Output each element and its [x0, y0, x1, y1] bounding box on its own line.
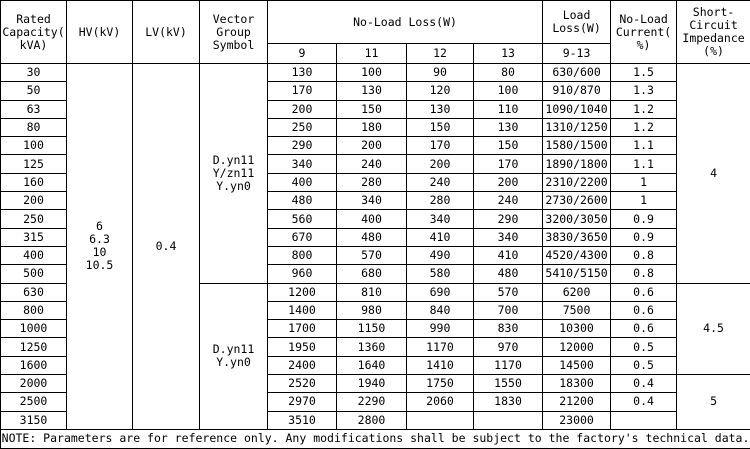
cell-hv: 6 6.3 10 10.5	[67, 64, 133, 430]
footnote: NOTE: Parameters are for reference only. Any modifications shall be subject to the factory's technical data.	[1, 429, 750, 448]
cell-loss-12: 990	[407, 320, 474, 338]
cell-loss-9: 400	[268, 173, 337, 191]
cell-loss-11: 280	[337, 173, 407, 191]
cell-loss-11: 100	[337, 64, 407, 82]
cell-load-loss: 6200	[543, 283, 611, 301]
cell-loss-13: 100	[474, 82, 543, 100]
header-no-load-loss: No-Load Loss(W)	[268, 1, 543, 44]
cell-no-load-current: 0.6	[611, 283, 677, 301]
cell-no-load-current: 0.9	[611, 228, 677, 246]
cell-loss-12	[407, 411, 474, 429]
cell-loss-13: 700	[474, 301, 543, 319]
cell-loss-11: 340	[337, 192, 407, 210]
cell-loss-13: 970	[474, 338, 543, 356]
cell-impedance: 4	[677, 64, 750, 284]
header-hv: HV(kV)	[67, 1, 133, 64]
cell-loss-11: 200	[337, 137, 407, 155]
cell-loss-13: 170	[474, 155, 543, 173]
cell-load-loss: 2730/2600	[543, 192, 611, 210]
cell-loss-11: 130	[337, 82, 407, 100]
cell-loss-11: 400	[337, 210, 407, 228]
cell-load-loss: 1890/1800	[543, 155, 611, 173]
cell-loss-11: 240	[337, 155, 407, 173]
cell-loss-9: 560	[268, 210, 337, 228]
cell-vector-group: D.yn11 Y/zn11 Y.yn0	[200, 64, 268, 284]
cell-no-load-current: 0.5	[611, 338, 677, 356]
cell-capacity: 315	[1, 228, 67, 246]
cell-no-load-current: 0.6	[611, 320, 677, 338]
cell-no-load-current: 0.8	[611, 265, 677, 283]
cell-load-loss: 2310/2200	[543, 173, 611, 191]
cell-loss-9: 2400	[268, 356, 337, 374]
header-lv: LV(kV)	[133, 1, 200, 64]
cell-loss-13: 1550	[474, 375, 543, 393]
cell-load-loss: 630/600	[543, 64, 611, 82]
cell-loss-11: 680	[337, 265, 407, 283]
cell-loss-9: 1200	[268, 283, 337, 301]
subheader-13: 13	[474, 44, 543, 64]
cell-loss-9: 800	[268, 246, 337, 264]
cell-capacity: 1600	[1, 356, 67, 374]
cell-loss-12: 130	[407, 100, 474, 118]
cell-impedance: 4.5	[677, 283, 750, 374]
cell-loss-12: 240	[407, 173, 474, 191]
cell-loss-9: 670	[268, 228, 337, 246]
cell-loss-13: 570	[474, 283, 543, 301]
cell-loss-9: 480	[268, 192, 337, 210]
cell-loss-9: 170	[268, 82, 337, 100]
cell-capacity: 200	[1, 192, 67, 210]
cell-loss-12: 410	[407, 228, 474, 246]
cell-no-load-current: 1.3	[611, 82, 677, 100]
cell-capacity: 250	[1, 210, 67, 228]
cell-loss-9: 200	[268, 100, 337, 118]
cell-loss-12: 580	[407, 265, 474, 283]
cell-load-loss: 5410/5150	[543, 265, 611, 283]
cell-loss-9: 1950	[268, 338, 337, 356]
cell-load-loss: 7500	[543, 301, 611, 319]
header-load-loss: Load Loss(W)	[543, 1, 611, 44]
cell-no-load-current: 1	[611, 192, 677, 210]
cell-loss-11: 570	[337, 246, 407, 264]
cell-load-loss: 1580/1500	[543, 137, 611, 155]
cell-loss-9: 1400	[268, 301, 337, 319]
cell-loss-11: 980	[337, 301, 407, 319]
table-row	[1, 64, 750, 82]
cell-no-load-current: 1.5	[611, 64, 677, 82]
cell-capacity: 1000	[1, 320, 67, 338]
cell-loss-12: 280	[407, 192, 474, 210]
cell-no-load-current: 1.1	[611, 137, 677, 155]
cell-capacity: 2500	[1, 393, 67, 411]
cell-loss-9: 3510	[268, 411, 337, 429]
cell-capacity: 500	[1, 265, 67, 283]
cell-loss-13: 1170	[474, 356, 543, 374]
cell-loss-9: 1700	[268, 320, 337, 338]
cell-loss-9: 340	[268, 155, 337, 173]
cell-loss-13: 80	[474, 64, 543, 82]
cell-capacity: 50	[1, 82, 67, 100]
cell-load-loss: 12000	[543, 338, 611, 356]
cell-loss-13: 130	[474, 118, 543, 136]
subheader-12: 12	[407, 44, 474, 64]
cell-load-loss: 18300	[543, 375, 611, 393]
cell-load-loss: 14500	[543, 356, 611, 374]
cell-loss-9: 2520	[268, 375, 337, 393]
cell-loss-12: 1750	[407, 375, 474, 393]
cell-loss-11: 1150	[337, 320, 407, 338]
cell-loss-13: 1830	[474, 393, 543, 411]
header-impedance: Short- Circuit Impedance (%)	[677, 1, 750, 64]
cell-loss-12: 90	[407, 64, 474, 82]
cell-load-loss: 1310/1250	[543, 118, 611, 136]
cell-loss-13: 110	[474, 100, 543, 118]
cell-loss-9: 960	[268, 265, 337, 283]
cell-capacity: 800	[1, 301, 67, 319]
subheader-9: 9	[268, 44, 337, 64]
cell-load-loss: 4520/4300	[543, 246, 611, 264]
cell-load-loss: 3200/3050	[543, 210, 611, 228]
cell-no-load-current: 0.8	[611, 246, 677, 264]
cell-loss-12: 150	[407, 118, 474, 136]
subheader-load-range: 9-13	[543, 44, 611, 64]
cell-loss-13	[474, 411, 543, 429]
cell-no-load-current: 1.2	[611, 100, 677, 118]
cell-loss-11: 1360	[337, 338, 407, 356]
cell-loss-11: 810	[337, 283, 407, 301]
cell-loss-9: 250	[268, 118, 337, 136]
header-vector-group: Vector Group Symbol	[200, 1, 268, 64]
cell-capacity: 160	[1, 173, 67, 191]
cell-no-load-current: 0.5	[611, 356, 677, 374]
cell-loss-13: 410	[474, 246, 543, 264]
cell-loss-12: 200	[407, 155, 474, 173]
cell-capacity: 30	[1, 64, 67, 82]
cell-no-load-current: 1.1	[611, 155, 677, 173]
cell-load-loss: 23000	[543, 411, 611, 429]
cell-loss-11: 2290	[337, 393, 407, 411]
cell-loss-13: 830	[474, 320, 543, 338]
cell-capacity: 3150	[1, 411, 67, 429]
cell-loss-11: 180	[337, 118, 407, 136]
cell-loss-12: 1170	[407, 338, 474, 356]
cell-load-loss: 21200	[543, 393, 611, 411]
cell-loss-13: 290	[474, 210, 543, 228]
header-rated-capacity: Rated Capacity( kVA)	[1, 1, 67, 64]
cell-loss-13: 480	[474, 265, 543, 283]
cell-loss-9: 130	[268, 64, 337, 82]
cell-loss-11: 1940	[337, 375, 407, 393]
cell-no-load-current: 0.9	[611, 210, 677, 228]
cell-load-loss: 10300	[543, 320, 611, 338]
cell-load-loss: 1090/1040	[543, 100, 611, 118]
cell-loss-12: 840	[407, 301, 474, 319]
cell-capacity: 63	[1, 100, 67, 118]
cell-loss-12: 1410	[407, 356, 474, 374]
cell-no-load-current: 1	[611, 173, 677, 191]
cell-loss-11: 480	[337, 228, 407, 246]
cell-loss-12: 340	[407, 210, 474, 228]
cell-capacity: 1250	[1, 338, 67, 356]
cell-capacity: 125	[1, 155, 67, 173]
table-body	[1, 64, 750, 430]
cell-load-loss: 910/870	[543, 82, 611, 100]
cell-capacity: 80	[1, 118, 67, 136]
cell-capacity: 630	[1, 283, 67, 301]
cell-loss-9: 2970	[268, 393, 337, 411]
cell-loss-12: 2060	[407, 393, 474, 411]
cell-loss-12: 170	[407, 137, 474, 155]
cell-impedance: 5	[677, 375, 750, 430]
cell-load-loss: 3830/3650	[543, 228, 611, 246]
cell-capacity: 2000	[1, 375, 67, 393]
cell-no-load-current: 0.4	[611, 393, 677, 411]
cell-no-load-current: 0.4	[611, 375, 677, 393]
cell-loss-13: 200	[474, 173, 543, 191]
cell-loss-12: 490	[407, 246, 474, 264]
header-no-load-current: No-Load Current( %)	[611, 1, 677, 64]
cell-loss-13: 150	[474, 137, 543, 155]
cell-capacity: 400	[1, 246, 67, 264]
cell-loss-11: 150	[337, 100, 407, 118]
cell-vector-group: D.yn11 Y.yn0	[200, 283, 268, 429]
cell-loss-13: 240	[474, 192, 543, 210]
cell-loss-11: 1640	[337, 356, 407, 374]
cell-no-load-current: 0.6	[611, 301, 677, 319]
cell-loss-12: 690	[407, 283, 474, 301]
cell-loss-13: 340	[474, 228, 543, 246]
subheader-11: 11	[337, 44, 407, 64]
cell-no-load-current: 1.2	[611, 118, 677, 136]
cell-loss-12: 120	[407, 82, 474, 100]
cell-lv: 0.4	[133, 64, 200, 430]
cell-loss-9: 290	[268, 137, 337, 155]
cell-capacity: 100	[1, 137, 67, 155]
cell-loss-11: 2800	[337, 411, 407, 429]
cell-no-load-current	[611, 411, 677, 429]
